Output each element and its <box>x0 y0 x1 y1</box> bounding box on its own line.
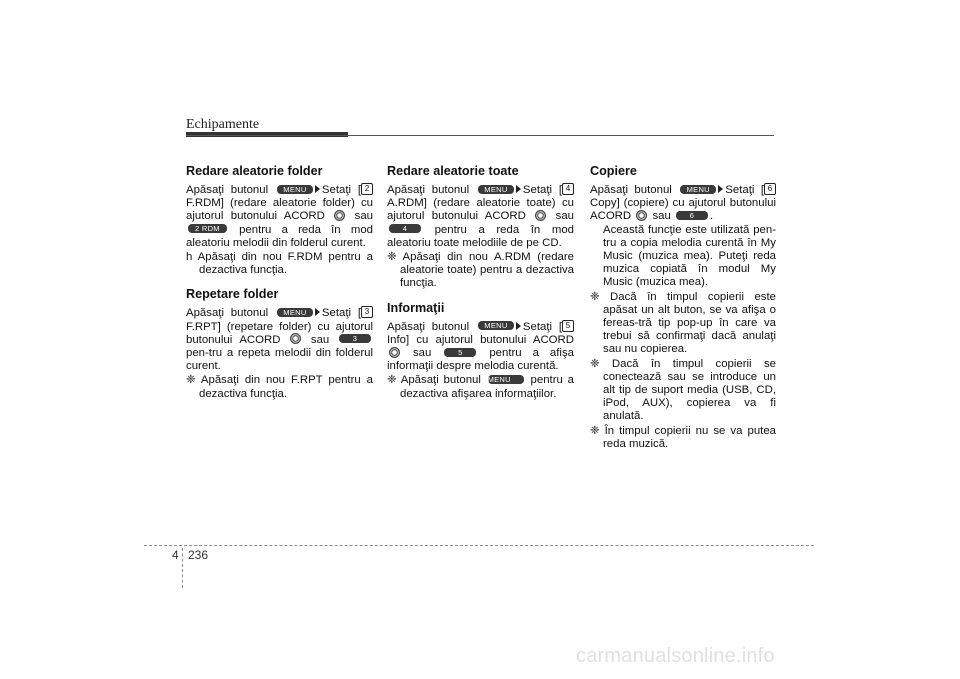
number-6-key-icon: 6 <box>676 211 708 220</box>
footer-rule <box>144 545 814 546</box>
arrow-right-icon <box>516 185 521 193</box>
section-title: Redare aleatorie folder <box>186 164 323 178</box>
text: A.RDM] (redare aleatorie toate) cu ajutorul butonului ACORD <box>387 197 574 223</box>
menu-button-icon: MENU <box>488 375 524 384</box>
menu-button-icon: MENU <box>277 185 313 194</box>
text: pentru a reda în mod aleatoriu toate melodiile de pe CD. <box>387 223 575 249</box>
note: ❈ Dacă în timpul copierii este apăsat un alt buton, se va afişa o fereas-tră tip pop-up în care va trebui să confirmaţi dacă anulaţi sau nu copierea. <box>590 290 776 356</box>
text: Apăsaţi butonul <box>186 307 269 320</box>
number-5-key-icon: 5 <box>444 348 476 357</box>
paragraph: Această funcţie este utilizată pen-tru a copia melodia curentă în My Music (muzica mea). Puteţi reda muzica copiată în modul My Music (muzica mea). <box>603 223 776 289</box>
number-key-icon: 2 <box>361 183 373 195</box>
section-title: Copiere <box>590 164 637 178</box>
text: pen-tru a repeta melodii din folderul curent. <box>186 347 373 373</box>
note: ❈ În timpul copierii nu se va putea reda muzică. <box>590 424 776 450</box>
note <box>387 374 574 400</box>
menu-button-icon: MENU <box>478 321 514 330</box>
text: Setaţi [ <box>522 184 562 197</box>
number-key-icon: 3 <box>361 306 373 318</box>
text: sau <box>310 333 330 346</box>
text: Apăsaţi butonul <box>387 320 470 333</box>
text: Setaţi [ <box>725 184 764 197</box>
tune-knob-icon <box>334 210 345 221</box>
paragraph <box>387 184 574 250</box>
arrow-right-icon <box>315 185 320 193</box>
menu-button-icon: MENU <box>680 185 716 194</box>
text: Setaţi [ <box>321 184 361 197</box>
text: Setaţi [ <box>522 320 562 333</box>
arrow-right-icon <box>718 185 723 193</box>
section-title: Informaţii <box>387 300 445 315</box>
text: . <box>710 210 714 223</box>
tune-knob-icon <box>290 333 301 344</box>
paragraph <box>387 321 574 374</box>
tune-knob-icon <box>636 210 647 221</box>
text: sau <box>555 210 575 223</box>
text: F.RPT] (repetare folder) cu ajutorul butonului ACORD <box>186 320 373 346</box>
text: Copy] (copiere) cu ajutorul butonului ACORD <box>590 197 776 223</box>
paragraph <box>590 184 776 224</box>
rdm-key-icon: 2 RDM <box>188 224 227 233</box>
section-title: Repetare folder <box>186 287 279 302</box>
text: ❈ Apăsaţi butonul <box>387 374 481 387</box>
menu-button-icon: MENU <box>277 308 313 317</box>
text: sau <box>412 347 432 360</box>
number-key-icon: 5 <box>562 320 574 332</box>
arrow-right-icon <box>315 308 320 316</box>
paragraph <box>186 184 373 250</box>
section-title: Redare aleatorie toate <box>387 164 519 178</box>
number-3-key-icon: 3 <box>339 334 371 343</box>
text: pentru a reda în mod aleatoriu melodii din folderul curent. <box>186 223 373 249</box>
paragraph <box>186 307 373 373</box>
text: Apăsaţi butonul <box>590 184 672 197</box>
page-number: 236 <box>188 548 209 562</box>
number-4-key-icon: 4 <box>389 224 421 233</box>
text: F.RDM] (redare aleatorie folder) cu ajutorul butonului ACORD <box>186 197 373 223</box>
text: pentru a dezactiva afişarea informaţiilor. <box>400 374 574 400</box>
header-rule <box>186 135 774 136</box>
number-key-icon: 6 <box>764 183 776 195</box>
tune-knob-icon <box>389 347 400 358</box>
note: ❈ Dacă în timpul copierii se conectează sau se introduce un alt tip de suport media (USB, CD, iPod, AUX), copierea va fi anulată. <box>590 357 776 423</box>
note: ❈ Apăsaţi din nou F.RPT pentru a dezactiva funcţia. <box>186 374 373 400</box>
menu-button-icon: MENU <box>478 185 514 194</box>
text: sau <box>652 210 671 223</box>
watermark: carmanualsonline.info <box>576 645 775 667</box>
number-key-icon: 4 <box>562 183 574 195</box>
column-3 <box>590 164 776 451</box>
note: h Apăsaţi din nou F.RDM pentru a dezactiva funcţia. <box>186 251 373 277</box>
text: Info] cu ajutorul butonului ACORD <box>387 333 574 346</box>
text: pentru a afişa informaţii despre melodia curentă. <box>387 347 574 373</box>
text: sau <box>354 210 374 223</box>
chapter-number: 4 <box>172 548 179 562</box>
text: Setaţi [ <box>321 307 361 320</box>
note: ❈ Apăsaţi din nou A.RDM (redare aleatorie toate) pentru a dezactiva funcţia. <box>387 251 574 290</box>
column-1 <box>186 164 373 401</box>
arrow-right-icon <box>516 322 521 330</box>
header-title: Echipamente <box>186 117 260 132</box>
column-2 <box>387 164 574 401</box>
text: Apăsaţi butonul <box>387 184 470 197</box>
footer-divider <box>182 548 183 588</box>
tune-knob-icon <box>535 210 546 221</box>
text: Apăsaţi butonul <box>186 184 269 197</box>
